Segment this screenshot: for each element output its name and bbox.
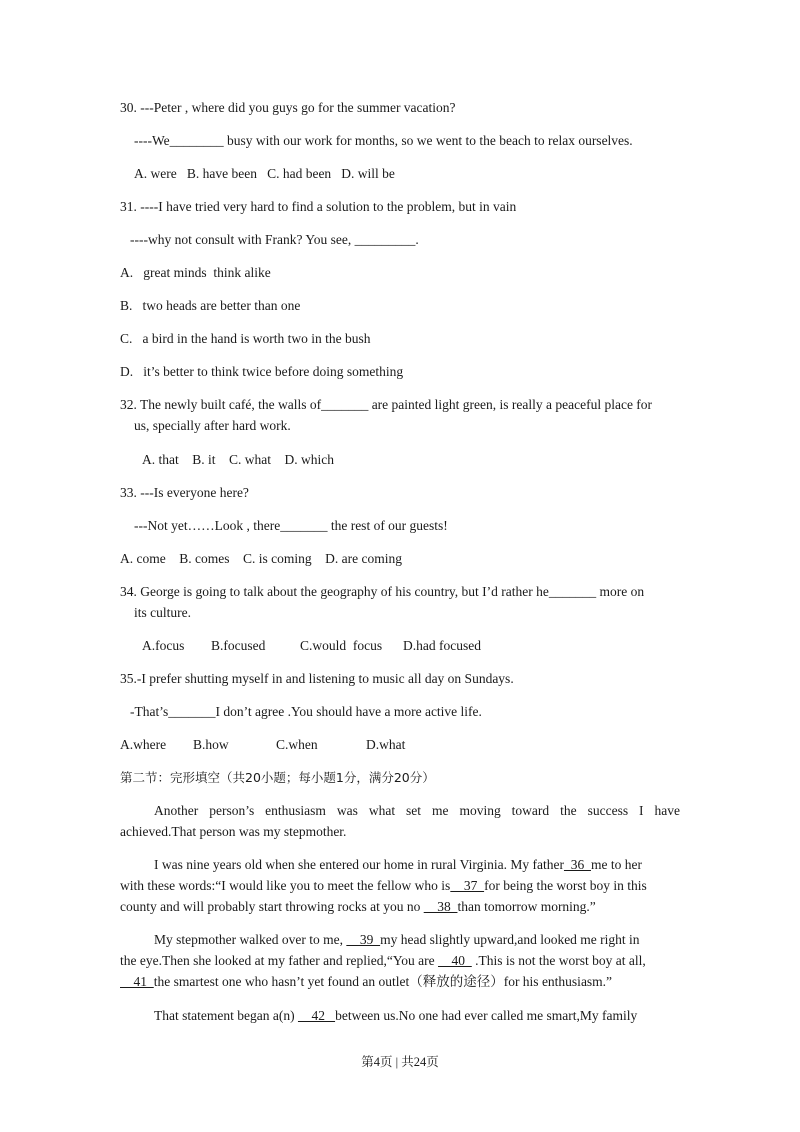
- page-footer: 第4页 | 共24页: [361, 1055, 439, 1069]
- q31-line2: ----why not consult with Frank? You see, _________.: [130, 232, 419, 247]
- q33-line2: ---Not yet……Look , there_______ the rest of our guests!: [134, 518, 448, 533]
- p3-text-a: My stepmother walked over to me,: [154, 932, 347, 947]
- p2-text-c: with these words:“I would like you to meet the fellow who is: [120, 878, 451, 893]
- passage-p2-line3: [120, 899, 596, 915]
- q35-option-b: B.how: [193, 737, 229, 752]
- p2-text-a: I was nine years old when she entered our home in rural Virginia. My father: [154, 857, 564, 872]
- q35-line2: -That’s_______I don’t agree .You should have a more active life.: [130, 704, 482, 719]
- p3-text-b: my head slightly upward,and looked me right in: [380, 932, 640, 947]
- p4-text-a: That statement began a(n): [154, 1008, 298, 1023]
- blank-39: 39: [346, 932, 381, 947]
- q34-stem-line2: its culture.: [134, 605, 191, 620]
- q34-option-a: A.focus: [142, 638, 185, 653]
- blank-42: 42: [297, 1008, 336, 1023]
- section-heading: 第二节：完形填空（共20小题；每小题1分，满分20分）: [120, 770, 435, 785]
- passage-p2-line1: [154, 857, 642, 873]
- q35-option-a: A.where: [120, 737, 167, 752]
- q31-option-b: B. two heads are better than one: [120, 298, 301, 313]
- passage-p1-line2: achieved.That person was my stepmother.: [120, 824, 347, 839]
- q30-stem: 30. ---Peter , where did you guys go for the summer vacation?: [120, 100, 456, 115]
- p2-text-e: county and will probably start throwing rocks at you no: [120, 899, 424, 914]
- q30-options: A. were B. have been C. had been D. will be: [134, 166, 395, 181]
- p3-text-d: .This is not the worst boy at all,: [471, 953, 646, 968]
- q32-options: A. that B. it C. what D. which: [142, 452, 334, 467]
- q33-stem: 33. ---Is everyone here?: [120, 485, 249, 500]
- blank-37: 37: [450, 878, 485, 893]
- blank-38: 38: [423, 899, 458, 914]
- passage-p4-line1: [154, 1008, 637, 1024]
- p2-text-f: than tomorrow morning.”: [457, 899, 596, 914]
- passage-p3-line3: [120, 974, 612, 990]
- passage-p3-line1: [154, 932, 640, 948]
- passage-p1-line1: Another person’s enthusiasm was what set me moving toward the success I have: [154, 803, 680, 818]
- q33-options: A. come B. comes C. is coming D. are coming: [120, 551, 402, 566]
- blank-36: 36: [563, 857, 591, 872]
- passage-p3-line2: [120, 953, 646, 969]
- q34-stem-line1: 34. George is going to talk about the geography of his country, but I’d rather he_______ more on: [120, 584, 645, 599]
- passage-p2-line2: [120, 878, 647, 894]
- q32-stem-line1: 32. The newly built café, the walls of_______ are painted light green, is really a peaceful place for: [120, 397, 653, 412]
- p2-text-d: for being the worst boy in this: [484, 878, 647, 893]
- q30-line2: ----We________ busy with our work for months, so we went to the beach to relax ourselves.: [134, 133, 633, 148]
- q34-option-c: C.would focus: [300, 638, 383, 653]
- p2-text-b: me to her: [590, 857, 642, 872]
- q34-option-b: B.focused: [211, 638, 266, 653]
- q35-option-d: D.what: [366, 737, 406, 752]
- q32-stem-line2: us, specially after hard work.: [134, 418, 291, 433]
- q35-stem: 35.-I prefer shutting myself in and listening to music all day on Sundays.: [120, 671, 514, 686]
- blank-40: 40: [438, 953, 472, 968]
- q34-option-d: D.had focused: [403, 638, 481, 653]
- q31-option-c: C. a bird in the hand is worth two in the bush: [120, 331, 371, 346]
- q35-option-c: C.when: [276, 737, 318, 752]
- p3-text-c: the eye.Then she looked at my father and replied,“You are: [120, 953, 439, 968]
- blank-41: 41: [120, 974, 154, 989]
- q31-stem: 31. ----I have tried very hard to find a solution to the problem, but in vain: [120, 199, 517, 214]
- q31-option-a: A. great minds think alike: [120, 265, 271, 280]
- p3-text-e: the smartest one who hasn’t yet found an outlet（释放的途径）for his enthusiasm.”: [153, 974, 613, 989]
- p4-text-b: between us.No one had ever called me smart,My family: [335, 1008, 638, 1023]
- q31-option-d: D. it’s better to think twice before doing something: [120, 364, 404, 379]
